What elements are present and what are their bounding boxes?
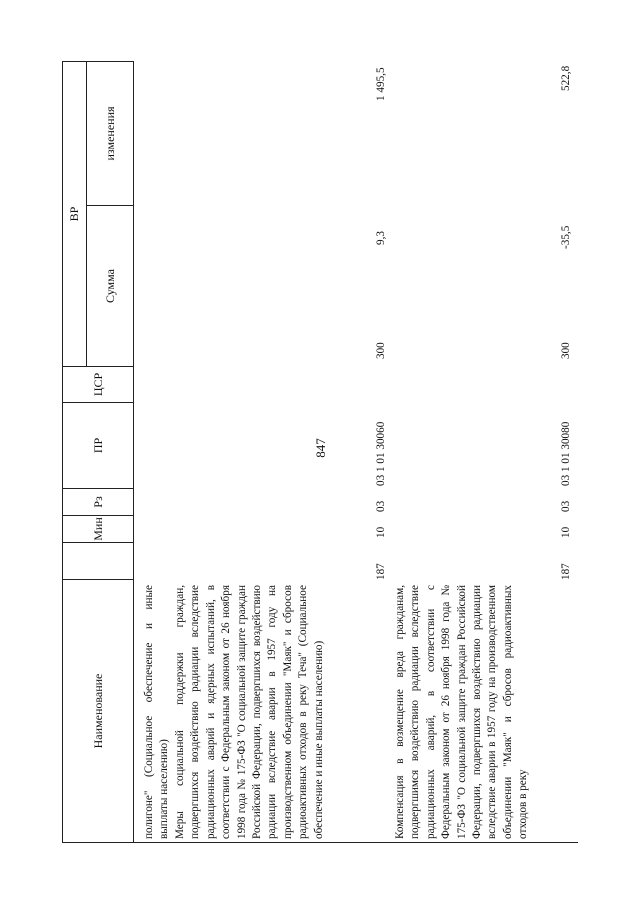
- row-1-with-changes: 1 495,5: [375, 67, 387, 101]
- header-bottom-border: [133, 61, 134, 843]
- rotated-table: [62, 61, 578, 843]
- header-change: изменения: [103, 106, 117, 161]
- row-2-pr: 03: [560, 500, 572, 512]
- row-2-rz: 10: [560, 526, 572, 538]
- row-2-name: Компенсация в возмещение вреда гражданам, подвергшимся воздействию радиации вследствие радиационных аварий, в соответствии с Федеральным законом от 26 ноября 1998 года № 175-ФЗ "О социальной защите граждан Российской Федерации, подвергшихся воздействию радиации вследствие аварии в 1957 году на производственном объединении "Маяк" и сбросов радиоактивных отходов в реку: [394, 585, 530, 839]
- row-2-vr: 300: [560, 342, 572, 359]
- header-pr: ПР: [90, 437, 105, 454]
- continuation-text: полигоне" (Социальное обеспечение и иные выплаты населению): [143, 585, 171, 839]
- col-divider-min: [62, 542, 133, 543]
- row-1-min: 187: [375, 563, 387, 580]
- page-number: 847: [313, 438, 328, 458]
- row-2-csr: 03 1 01 30080: [560, 421, 572, 486]
- header-name: Наименование: [90, 673, 105, 749]
- row-1-csr: 03 1 01 30060: [375, 421, 387, 486]
- header-vr: ВР: [67, 206, 81, 222]
- row-1-rz: 10: [375, 526, 387, 538]
- row-1-change: 9,3: [375, 231, 387, 245]
- budget-table: [62, 61, 578, 843]
- row-2-change: -35,5: [560, 225, 572, 249]
- header-csr: ЦСР: [90, 372, 105, 397]
- table-left-border: [62, 842, 578, 843]
- row-2-min: 187: [560, 563, 572, 580]
- row-1-name: Меры социальной поддержки граждан, подвергшихся воздействию радиации вследствие радиационных аварий и ядерных испытаний, в соответствии с Федеральным законом от 26 ноября 1998 года № 175-ФЗ "О социальной защите граждан Российской Федерации, подвергшихся воздействию радиации вследствие аварии в 1957 году на производственном объединении "Маяк" и сбросов радиоактивных отходов в реку Теча" (Социальное обеспечение и иные выплаты населению): [174, 585, 325, 839]
- header-min: Мин: [90, 517, 105, 541]
- row-1-pr: 03: [375, 500, 387, 512]
- row-1-vr: 300: [375, 342, 387, 359]
- header-rz: Рз: [90, 496, 105, 508]
- row-2-with-changes: 522,8: [560, 65, 572, 91]
- header-sum: Сумма: [102, 269, 117, 303]
